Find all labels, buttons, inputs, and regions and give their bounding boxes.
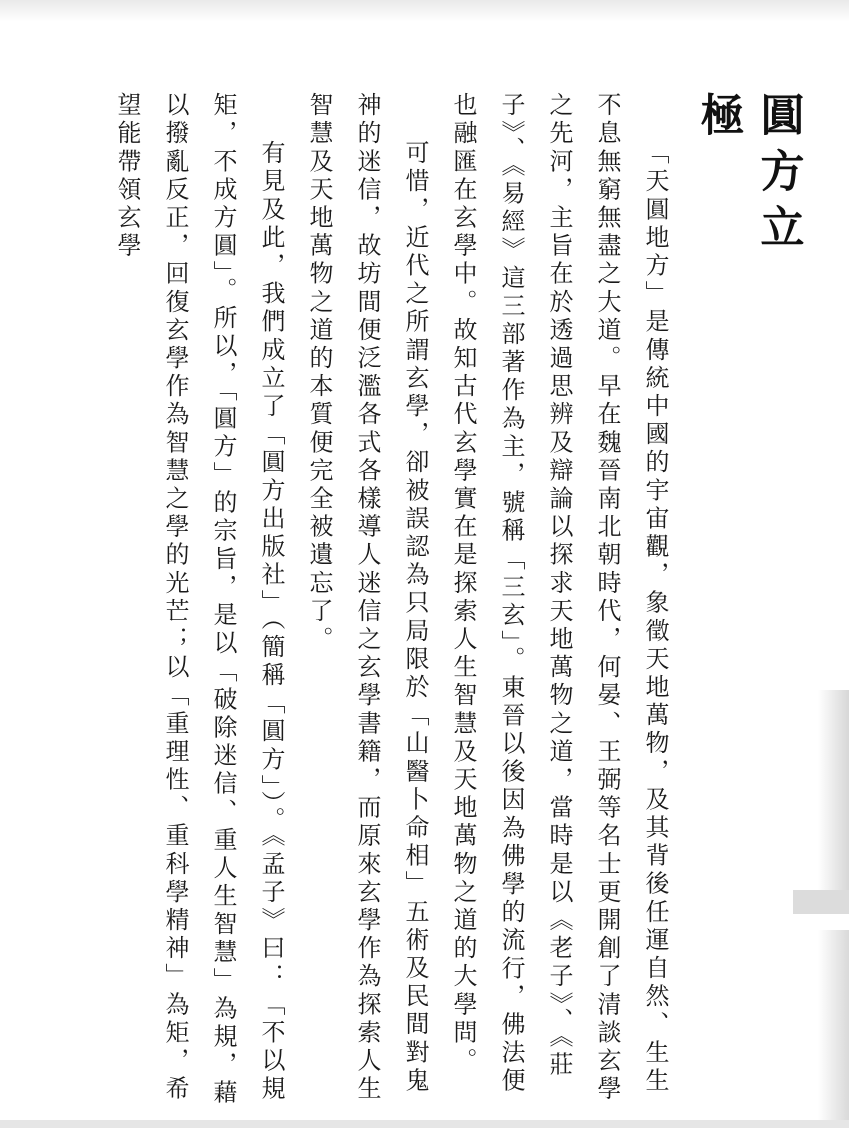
paragraph-3: 有見及此，我們成立了「圓方出版社」（簡稱「圓方」）。《孟子》曰：「不以規矩，不成方圓」。所以，「圓方」的宗旨，是以「破除迷信、重人生智慧」為規，藉以撥亂反正，回復玄學作為智慧之學的光芒；以「重理性、重科學精神」為矩，希望能帶領玄學 (113, 92, 285, 1108)
page-edge-tab (793, 890, 849, 914)
page-edge-shadow-lower (818, 930, 849, 1120)
page-title: 圓方立極 (692, 92, 804, 260)
page-top-shadow (0, 0, 849, 22)
paragraph-1: 「天圓地方」是傳統中國的宇宙觀，象徵天地萬物，及其背後任運自然、生生不息無窮無盡之大道。早在魏晉南北朝時代，何晏、王弼等名士更開創了清談玄學之先河，主旨在於透過思辨及辯論以探求天地萬物之道，當時是以《老子》、《莊子》、《易經》這三部著作為主，號稱「三玄」。東晉以後因為佛學的流行，佛法便也融匯在玄學中。故知古代玄學實在是探索人生智慧及天地萬物之道的大學問。 (449, 92, 669, 1104)
paragraph-2: 可惜，近代之所謂玄學，卻被誤認為只局限於「山醫卜命相」五術及民間對鬼神的迷信，故坊間便泛濫各式各樣導人迷信之玄學書籍，而原來玄學作為探索人生智慧及天地萬物之道的本質便完全被遺忘了。 (305, 92, 429, 1104)
vertical-body-text (103, 92, 679, 1122)
page-bottom-edge (0, 1120, 849, 1128)
page-edge-shadow-upper (818, 690, 849, 890)
